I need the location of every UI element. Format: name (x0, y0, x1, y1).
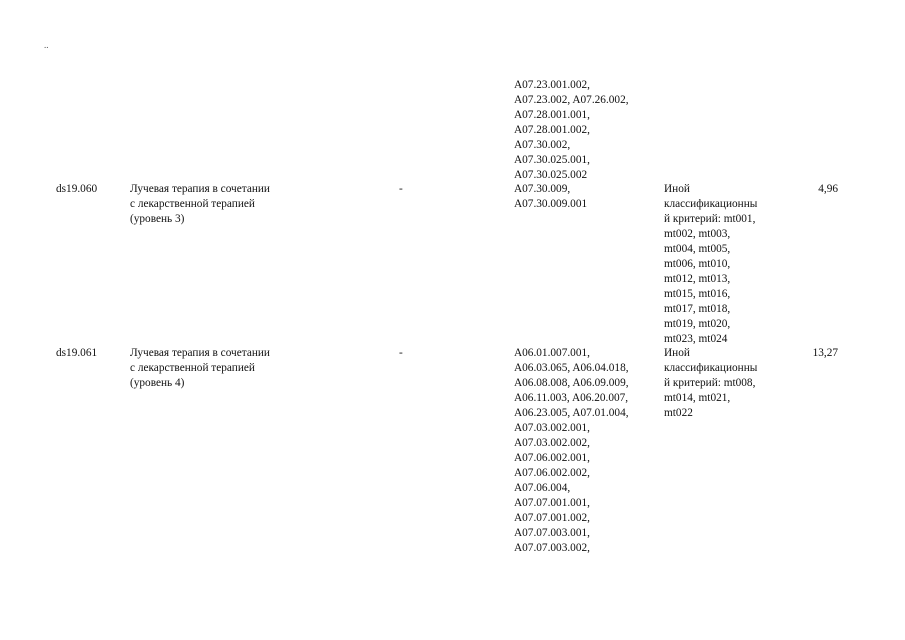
row-name-cell: Лучевая терапия в сочетании с лекарственной терапией (уровень 4) (130, 347, 270, 389)
row-services-cell: A06.01.007.001, A06.03.065, A06.04.018, A06.08.008, A06.09.009, A06.11.003, A06.20.007, A06.23.005, A07.01.004, A07.03.002.001, A07.03.002.002, A07.06.002.001, A07.06.002.002, A07.06.004, A07.07.001.001, A07.07.001.002, A07.07.003.001, A07.07.003.002, (514, 347, 629, 554)
row-coefficient-cell: 4,96 (818, 183, 838, 195)
page-corner-mark: .. (44, 40, 49, 50)
row-criteria-cell: Иной классификационны й критерий: mt008, mt014, mt021, mt022 (664, 347, 758, 419)
row-services-cell: A07.30.009, A07.30.009.001 (514, 183, 588, 210)
row-coefficient-cell: 13,27 (812, 347, 838, 359)
row-criteria-cell: Иной классификационны й критерий: mt001, mt002, mt003, mt004, mt005, mt006, mt010, mt012, mt013, mt015, mt016, mt017, mt018, mt019, mt020, mt023, mt024 (664, 183, 758, 345)
row-code-cell: ds19.060 (56, 183, 98, 195)
row-dash-cell: - (399, 183, 403, 195)
row-name-cell: Лучевая терапия в сочетании с лекарственной терапией (уровень 3) (130, 183, 270, 225)
row-code-cell: ds19.061 (56, 347, 98, 359)
row-dash-cell: - (399, 347, 403, 359)
continuation-services-cell: A07.23.001.002, A07.23.002, A07.26.002, A07.28.001.001, A07.28.001.002, A07.30.002, A07.30.025.001, A07.30.025.002 (514, 79, 629, 181)
